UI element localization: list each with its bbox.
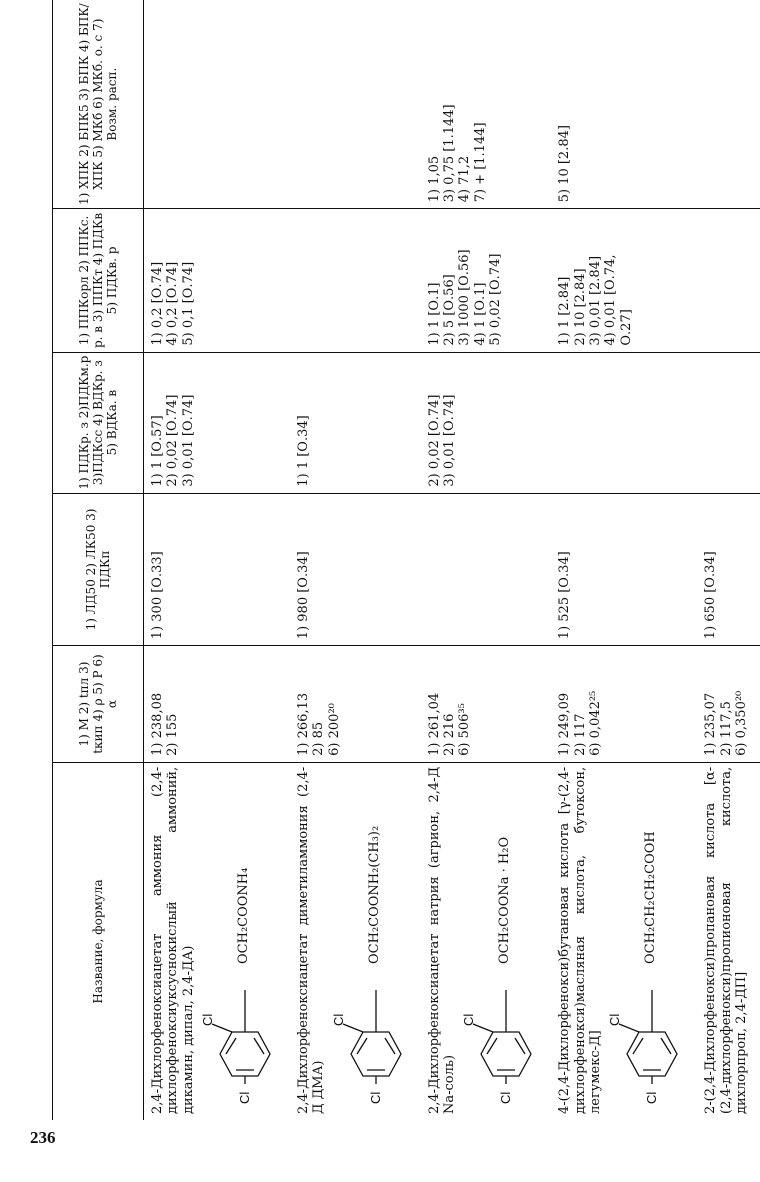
cell-props — [290, 646, 421, 763]
cell-ppk-line: 3) 1000 [О.56] — [457, 249, 473, 346]
cell-misc-line: 5) 10 [2.84] — [557, 125, 573, 203]
cell-pdk-line: 3) 0,01 [О.74] — [441, 394, 457, 487]
cell-props-lines — [703, 650, 749, 756]
cell-pdk-line: 2) 0,02 [О.74] — [426, 394, 442, 487]
compound-name: 2,4-Дихлорфеноксиацетат аммония (2,4-дихлорфеноксиуксуснокислый аммоний, дикамин, дипал, 2,4-ДА) — [150, 766, 196, 1114]
cell-ppk-lines — [427, 213, 504, 345]
compound-name: 2,4-Дихлорфеноксиацетат диметиламмония (2,4-Д ДМА) — [295, 766, 327, 1114]
header-name: Название, формула — [53, 762, 144, 1120]
chlorine-label-ortho: Cl — [607, 1013, 623, 1026]
structure-formula — [199, 767, 282, 1110]
cell-misc-line: 4) 71,2 — [457, 155, 473, 203]
cell-ppk-line: 3) 0,01 [2.84] — [587, 255, 603, 346]
cell-misc-line: 3) 0,75 [1.144] — [441, 104, 457, 203]
cell-misc-lines — [557, 4, 572, 202]
cell-props-line: 6) 200²⁰ — [326, 703, 342, 756]
cell-name — [290, 762, 421, 1120]
cell-ppk — [697, 209, 760, 352]
cell-ppk — [421, 209, 552, 352]
cell-ppk-line: 4) 1 [О.1] — [472, 282, 488, 346]
cell-props — [697, 646, 760, 763]
cell-ppk-line: 1) 0,2 [О.74] — [150, 261, 165, 346]
data-table — [52, 0, 760, 1120]
chlorine-label-ortho: Cl — [461, 1013, 477, 1026]
chlorine-label-para: Cl — [236, 1091, 252, 1104]
cell-ppk — [290, 209, 421, 352]
cell-misc-lines — [427, 4, 488, 202]
cell-ppk-lines — [150, 213, 196, 345]
compound-name: 2,4-Дихлорфеноксиацетат натрия (агрион, 2,4-Д Na-соль) — [426, 766, 457, 1114]
page-number: 236 — [30, 1128, 56, 1147]
cell-props — [421, 646, 552, 763]
cell-pdk-lines — [150, 357, 196, 487]
cell-misc — [551, 0, 697, 209]
cell-ppk — [551, 209, 697, 352]
cell-tox-line: 1) 300 [О.33] — [150, 551, 165, 640]
cell-tox — [144, 493, 290, 646]
header-row — [53, 0, 144, 1120]
cell-pdk — [144, 352, 290, 493]
header-misc: 1) ХПК 2) БПК5 3) БПК 4) БПК/ХПК 5) МКб 6) МКб. о. с 7) Возм. расп. — [53, 0, 144, 209]
rotated-table-wrapper — [52, 0, 752, 1120]
cell-props-line: 1) 238,08 — [150, 692, 165, 756]
substituent-formula: OCH₂CH₂CH₂COOH — [643, 831, 659, 964]
cell-name — [421, 762, 552, 1120]
cell-pdk-line: 1) 1 [О.57] — [150, 415, 165, 487]
cell-props-line: 6) 506³⁵ — [457, 703, 473, 756]
table-row — [144, 0, 290, 1120]
cell-props-line: 1) 261,04 — [426, 692, 442, 756]
cell-pdk — [697, 352, 760, 493]
header-pdk: 1) ПДКр. з 2)ПДКм.р 3)ПДКсс 4) ВДКр. з 5) ВДКа. в — [53, 352, 144, 493]
cell-ppk-line: 5) 0,02 [О.74] — [487, 253, 503, 346]
cell-tox-lines — [150, 498, 165, 640]
cell-props-line: 1) 235,07 — [703, 692, 719, 756]
cell-tox — [290, 493, 421, 646]
structure-formula — [463, 767, 543, 1110]
cell-props-line: 1) 249,09 — [557, 692, 573, 756]
cell-pdk-lines — [427, 357, 458, 487]
cell-props-line: 6) 0,350²⁰ — [733, 690, 749, 756]
header-props: 1) M 2) tпл 3) tкип 4) ρ 5) P 6) α — [53, 646, 144, 763]
cell-misc-line: 7) + [1.144] — [472, 122, 488, 203]
structure-formula — [330, 767, 413, 1110]
ring-bonds — [473, 990, 531, 1084]
substituent-formula: OCH₂COONH₂(CH₃)₂ — [366, 825, 382, 964]
cell-pdk-line: 3) 0,01 [О.74] — [180, 394, 196, 487]
cell-tox-lines — [557, 498, 572, 640]
ring-bonds — [619, 990, 677, 1084]
cell-props-lines — [150, 650, 181, 756]
cell-props — [144, 646, 290, 763]
cell-ppk-line: 2) 10 [2.84] — [572, 268, 588, 346]
compound-name: 4-(2,4-Дихлорфенокси)бутановая кислота [γ-(2,4-дихлорфенокси)масляная кислота, бутоксон, легумекс-Д] — [557, 766, 603, 1114]
chlorine-label-para: Cl — [498, 1091, 514, 1104]
cell-props-line: 2) 117 — [572, 713, 588, 756]
cell-ppk-line: 4) 0,2 [О.74] — [165, 261, 181, 346]
cell-pdk — [421, 352, 552, 493]
chlorine-label-para: Cl — [644, 1091, 660, 1104]
cell-props-line: 2) 85 — [311, 721, 327, 756]
cell-props-line: 2) 155 — [165, 713, 181, 756]
cell-tox-line: 1) 650 [О.34] — [703, 551, 719, 640]
cell-misc-line: 1) 1,05 — [426, 155, 442, 203]
cell-tox-line: 1) 525 [О.34] — [557, 551, 573, 640]
cell-ppk-line: 2) 5 [О.56] — [441, 274, 457, 346]
cell-tox-lines — [703, 498, 718, 640]
cell-props-line: 2) 216 — [441, 713, 457, 756]
substituent-formula: OCH₂COONa · H₂O — [497, 836, 513, 964]
cell-props-lines — [296, 650, 342, 756]
cell-pdk — [551, 352, 697, 493]
ring-bonds — [343, 990, 401, 1084]
cell-tox — [697, 493, 760, 646]
chlorine-label-ortho: Cl — [330, 1013, 346, 1026]
cell-tox — [421, 493, 552, 646]
cell-name — [551, 762, 697, 1120]
cell-pdk-line: 2) 0,02 [О.74] — [165, 394, 181, 487]
cell-pdk-lines — [296, 357, 311, 487]
table-row — [551, 0, 697, 1120]
header-tox: 1) ЛД50 2) ЛК50 3) ПДКп — [53, 493, 144, 646]
cell-ppk — [144, 209, 290, 352]
header-ppk: 1) ППКорл 2) ППКс. р. в 3) ППКт 4) ПДКв 5) ПДКв. р — [53, 209, 144, 352]
cell-name — [144, 762, 290, 1120]
cell-tox-lines — [296, 498, 311, 640]
cell-ppk-line: 5) 0,1 [О.74] — [180, 261, 196, 346]
chlorine-label-para: Cl — [367, 1091, 383, 1104]
cell-ppk-line: 1) 1 [2.84] — [557, 276, 573, 346]
cell-props-lines — [557, 650, 603, 756]
cell-misc — [144, 0, 290, 209]
cell-misc — [697, 0, 760, 209]
table-row — [290, 0, 421, 1120]
cell-ppk-line: О.27] — [618, 309, 634, 346]
table-row — [421, 0, 552, 1120]
cell-ppk-line: 1) 1 [О.1] — [426, 282, 442, 346]
cell-ppk-lines — [557, 213, 634, 345]
compound-name: 2-(2,4-Дихлорфенокси)пропановая кислота [α-(2,4-дихлорфенокси)пропионовая кислота, дихлорпроп, 2,4-ДП] — [703, 766, 749, 1114]
cell-name — [697, 762, 760, 1120]
cell-misc — [421, 0, 552, 209]
cell-props-line: 6) 0,042²⁵ — [587, 690, 603, 756]
cell-pdk — [290, 352, 421, 493]
cell-ppk-line: 4) 0,01 [О.74, — [603, 254, 619, 346]
cell-tox-line: 1) 980 [О.34] — [295, 551, 311, 640]
cell-pdk-line: 1) 1 [О.34] — [295, 415, 311, 487]
ring-bonds — [212, 990, 270, 1084]
cell-props-line: 1) 266,13 — [295, 692, 311, 756]
cell-props-lines — [427, 650, 473, 756]
cell-tox — [551, 493, 697, 646]
cell-props-line: 2) 117,5 — [718, 701, 734, 756]
cell-props — [551, 646, 697, 763]
table-row — [697, 0, 760, 1120]
substituent-formula: OCH₂COONH₄ — [235, 867, 251, 964]
chlorine-label-ortho: Cl — [199, 1013, 215, 1026]
cell-misc — [290, 0, 421, 209]
structure-formula — [609, 767, 689, 1110]
table-body — [144, 0, 760, 1120]
